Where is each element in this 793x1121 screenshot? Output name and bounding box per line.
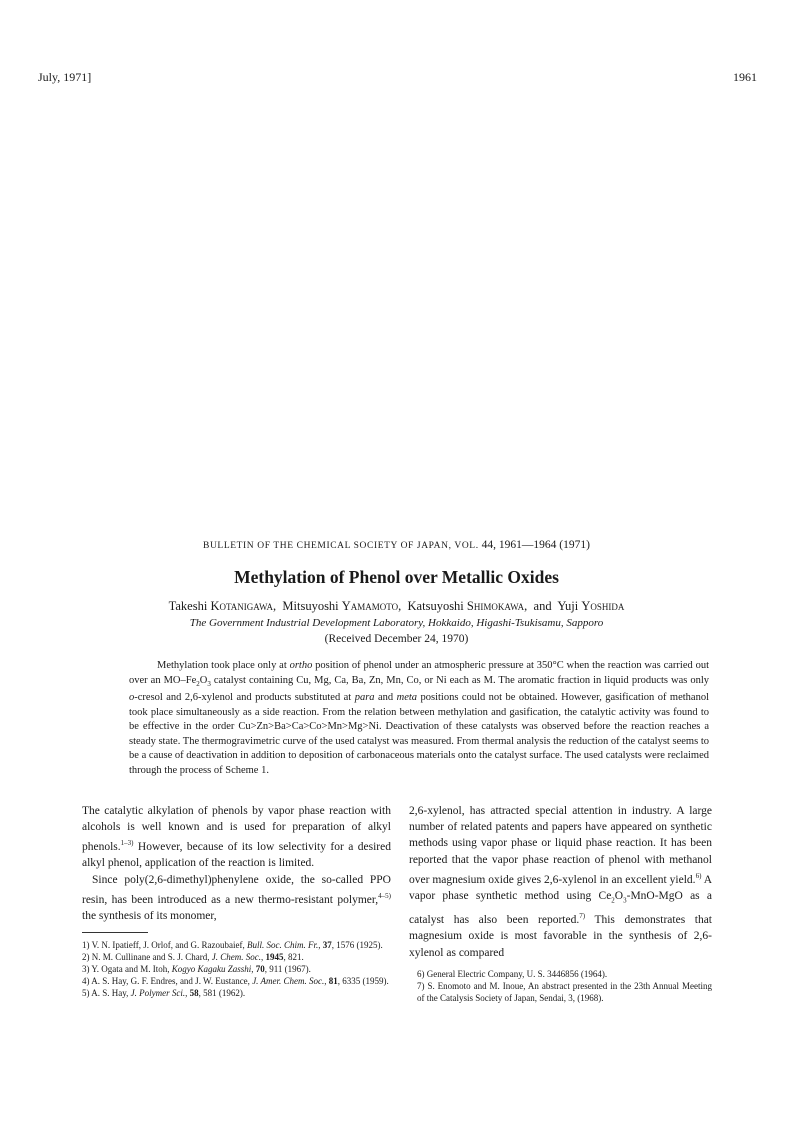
body-column-right <box>409 803 712 961</box>
footnote-5: 5) A. S. Hay, J. Polymer Sci., 58, 581 (1962). <box>82 988 246 998</box>
footnote-7: 7) S. Enomoto and M. Inoue, An abstract presented in the 23th Annual Meeting of the Catalysis Society of Japan, Sendai, 3, (1968). <box>417 981 712 1003</box>
running-header-date: July, 1971] <box>38 70 92 84</box>
received-date: (Received December 24, 1970) <box>324 633 469 645</box>
footnote-1: 1) V. N. Ipatieff, J. Orlof, and G. Razoubaief, Bull. Soc. Chim. Fr., 37, 1576 (1925). <box>82 940 383 950</box>
footnote-4: 4) A. S. Hay, G. F. Endres, and J. W. Eustance, J. Amer. Chem. Soc., 81, 6335 (1959). <box>82 976 389 986</box>
body-paragraph: 2,6-xylenol, has attracted special attention in industry. A large number of related patents and papers have appeared on synthetic methods using vapor phase or liquid phase reaction. It has been reported that the vapor phase reaction of phenol with methanol over magnesium oxide gives 2,6-xylenol in an excellent yield.$^{6)}$ A vapor phase synthetic method using $Ce_2O_3-MnO$-MgO as a catalyst has also been reported.$^{7)}$ This demonstrates that magnesium oxide is most favorable in the synthesis of 2,6-xylenol as compared <box>409 805 713 959</box>
journal-citation-line <box>0 539 793 551</box>
author-list: Takeshi Kotanigawa, Mitsuyoshi Yamamoto, Katsuyoshi Shimokawa, and Yuji Yoshida <box>168 599 625 613</box>
footnote-6: 6) General Electric Company, U. S. 3446856 (1964). <box>417 969 608 979</box>
body-paragraph: Since poly(2,6-dimethyl)phenylene oxide, the so-called PPO resin, has been introduced as a new thermo-resistant polymer,$^{4-5)}$ the synthesis of its monomer, <box>82 873 391 922</box>
author-2: Katsuyoshi Shimokawa <box>407 599 525 613</box>
footnote-divider <box>82 932 148 933</box>
author-0: Takeshi Kotanigawa <box>168 599 274 613</box>
author-conjunction: and <box>533 599 552 613</box>
journal-volume: 44, 1961—1964 (1971) <box>481 539 590 551</box>
abstract: Methylation took place only at ortho position of phenol under an atmospheric pressure at 350°C when the reaction was carried out over an $MO-Fe_2O_3$ catalyst containing Cu, Mg, Ca, Ba, Zn, Mn, Co, or Ni each as M. The aromatic fraction in liquid products was only o-cresol and 2,6-xylenol and products substituted at para and meta positions could not be obtained. However, gasification of methanol took place simultaneously as a side reaction. From the relation between methylation and gasification, the catalytic activity was found to be effective in the order Cu>Zn>Ba>Ca>Co>Mn>Mg>Ni. Deactivation of these catalysts was observed before the reaction reaches a steady state. The thermogravimetric curve of the used catalyst was measured. From thermal analysis the reduction of the catalyst seems to be a cause of deactivation in addition to deposition of carbonaceous materials onto the catalyst surface. The used catalysts were reclaimed through the process of Scheme 1. <box>129 660 709 776</box>
article-title: Methylation of Phenol over Metallic Oxides <box>234 567 559 587</box>
affiliation: The Government Industrial Development Laboratory, Hokkaido, Higashi-Tsukisamu, Sapporo <box>189 617 604 629</box>
author-1: Mitsuyoshi Yamamoto <box>282 599 399 613</box>
body-column-left <box>82 803 391 924</box>
page-number: 1961 <box>733 70 757 84</box>
footnote-3: 3) Y. Ogata and M. Itoh, Kogyo Kagaku Zasshi, 70, 911 (1967). <box>82 964 311 974</box>
footnote-2: 2) N. M. Cullinane and S. J. Chard, J. Chem. Soc., 1945, 821. <box>82 952 304 962</box>
footnotes-right <box>409 968 712 1004</box>
journal-name: BULLETIN OF THE CHEMICAL SOCIETY OF JAPAN, VOL. <box>203 541 479 551</box>
author-3: Yuji Yoshida <box>557 599 625 613</box>
footnotes-left <box>82 932 391 999</box>
body-paragraph: The catalytic alkylation of phenols by vapor phase reaction with alcohols is well known and is used for preparation of alkyl phenols.$^{1-3)}$ However, because of its low selectivity for a desired alkyl phenol, application of the reaction is limited. <box>82 805 391 870</box>
